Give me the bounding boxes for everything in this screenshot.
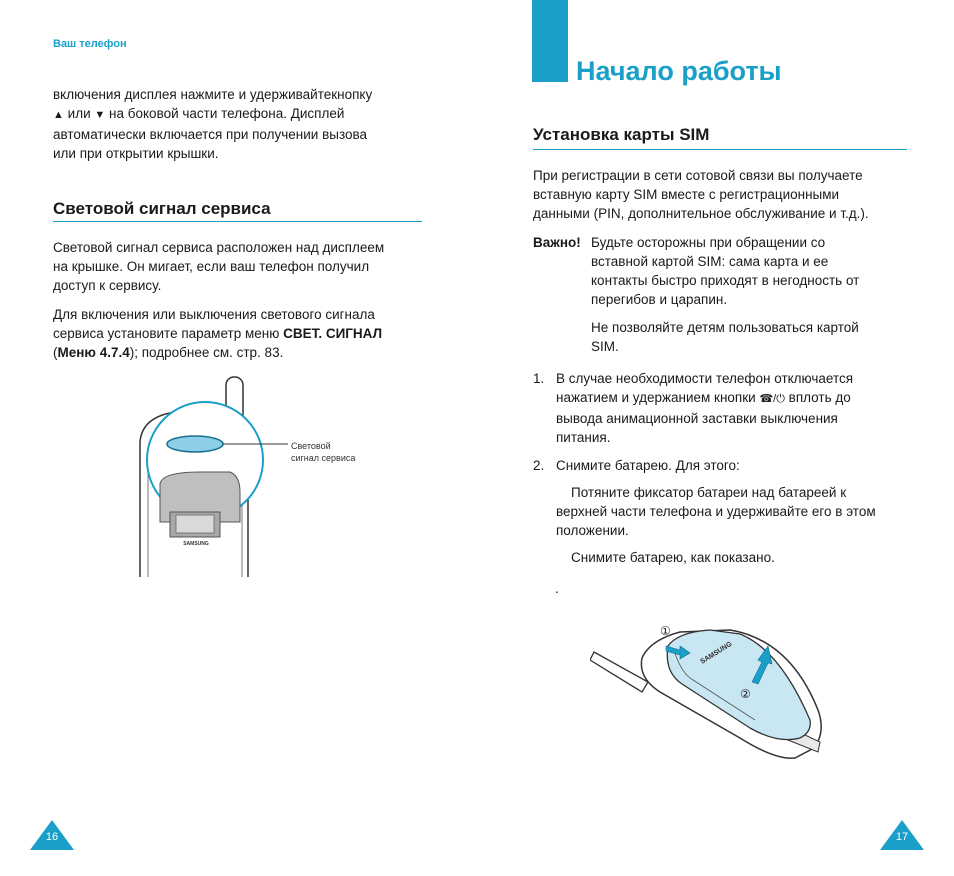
- end-power-key-icon: ☎/⏻: [759, 393, 785, 405]
- brand-logo-left: SAMSUNG: [183, 541, 209, 547]
- sim-intro-line: При регистрации в сети сотовой связи вы получаете: [533, 168, 863, 183]
- para1-line: доступ к сервису.: [53, 278, 162, 293]
- para2-line-2-pre: сервиса установите параметр меню: [53, 326, 284, 341]
- important-text: [591, 233, 911, 309]
- page-reference: ); подробнее см. стр. 83.: [129, 345, 284, 360]
- step-1-line-3: вывода анимационной заставки выключения: [556, 411, 838, 426]
- section-rule-right: [533, 149, 907, 150]
- step-2-number: 2.: [533, 458, 545, 473]
- callout-label-line-1: Световой: [291, 441, 331, 451]
- section-rule-left: [53, 221, 422, 222]
- service-light-lens: [167, 436, 223, 452]
- important-note-line: SIM.: [591, 339, 619, 354]
- step-2-sub-1-line: верхней части телефона и удерживайте его в этом: [556, 504, 876, 519]
- para1-line: Световой сигнал сервиса расположен над дисплеем: [53, 240, 385, 255]
- brand-logo-right: SAMSUNG: [699, 640, 734, 666]
- step-2-sub-2: Снимите батарею, как показано.: [571, 550, 775, 565]
- service-light-paragraph-1: [53, 238, 428, 295]
- page-number-left: 16: [45, 831, 59, 843]
- sim-intro-line: данными (PIN, дополнительное обслуживание и т.д.).: [533, 206, 869, 221]
- menu-reference: Меню 4.7.4: [57, 345, 130, 360]
- step-marker-2: ②: [740, 687, 751, 701]
- battery-removal-figure: [590, 620, 840, 770]
- callout-label-line-2: сигнал сервиса: [291, 453, 356, 463]
- step-1-line-2-pre: нажатием и удержанием кнопки: [556, 390, 756, 405]
- important-label: Важно!: [533, 235, 581, 250]
- step-1-line-2-post: вплоть до: [788, 390, 851, 405]
- menu-item-name: СВЕТ. СИГНАЛ: [283, 326, 383, 341]
- page-number-right: 17: [895, 831, 909, 843]
- step-1-line-1: В случае необходимости телефон отключается: [556, 371, 854, 386]
- chapter-accent-bar: [532, 0, 568, 82]
- down-arrow-icon: ▼: [94, 109, 106, 121]
- intro-paragraph: [53, 85, 423, 163]
- para2-line-3: [53, 343, 428, 362]
- step-2-sub-1-line: Потяните фиксатор батареи над батареей к: [571, 485, 847, 500]
- important-line: вставной картой SIM: сама карта и ее: [591, 254, 829, 269]
- up-arrow-icon: ▲: [53, 109, 64, 121]
- chapter-title: Начало работы: [576, 56, 782, 86]
- step-1-line-4: питания.: [556, 430, 611, 445]
- step-1-text: [556, 369, 916, 447]
- service-light-paragraph-2: [53, 305, 428, 362]
- antenna: [590, 652, 648, 692]
- important-line: перегибов и царапин.: [591, 292, 728, 307]
- step-1-line-2: [556, 388, 916, 409]
- important-line: контакты быстро приходят в негодность от: [591, 273, 860, 288]
- running-head: Ваш телефон: [53, 38, 127, 50]
- important-line: Будьте осторожны при обращении со: [591, 235, 826, 250]
- intro-line-2-rest: на боковой части телефона. Дисплей: [109, 106, 345, 121]
- step-2-sub-1-line: положении.: [556, 523, 629, 538]
- intro-line-2: [53, 104, 423, 125]
- step-1-number: 1.: [533, 371, 545, 386]
- para1-line: на крышке. Он мигает, если ваш телефон получил: [53, 259, 370, 274]
- phone-service-light-figure: [120, 372, 390, 582]
- para2-line-1: Для включения или выключения светового сигнала: [53, 307, 375, 322]
- intro-line-4: или при открытии крышки.: [53, 146, 219, 161]
- section-title-service-light: Световой сигнал сервиса: [53, 199, 271, 218]
- stray-dot: .: [555, 581, 559, 596]
- sim-intro-paragraph: [533, 166, 913, 223]
- step-2-sub-1: [556, 483, 916, 540]
- important-note-line: Не позволяйте детям пользоваться картой: [591, 320, 859, 335]
- para2-line-2: [53, 324, 428, 343]
- paren-open: (: [53, 345, 58, 360]
- intro-line-3: автоматически включается при получении вызова: [53, 127, 368, 142]
- intro-or: или: [67, 106, 91, 121]
- display-screen: [176, 515, 214, 533]
- section-title-sim: Установка карты SIM: [533, 125, 710, 144]
- step-2-line-1: Снимите батарею. Для этого:: [556, 458, 740, 473]
- important-note: [591, 318, 911, 356]
- sim-intro-line: вставную карту SIM вместе с регистрационными: [533, 187, 840, 202]
- step-marker-1: ①: [660, 624, 671, 638]
- intro-line-1: включения дисплея нажмите и удерживайтекнопку: [53, 87, 373, 102]
